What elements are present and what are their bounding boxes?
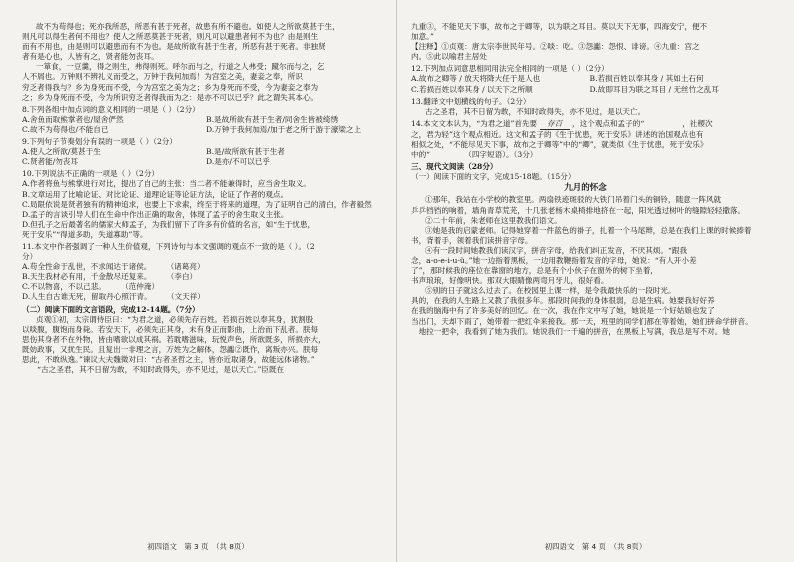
section-3 xyxy=(411,162,760,337)
option-a: A.作者将鱼与熊掌进行对比，提出了自己的主张：当二者不能兼得时，应当舍生取义。 xyxy=(22,179,311,189)
article-title: 九月的怀念 xyxy=(564,183,607,194)
article-paragraph: 念，a-o-e-i-u-ü。”她一边指着黑板，一边用教鞭指着发音的字母，她说：“有人开小差 xyxy=(411,255,697,265)
question-stem-line: 之，君为轻”这个观点相近。这文和孟子的《生于忧患，死于安乐》讲述的治国观点也有 xyxy=(411,129,704,139)
option-a: A.使人之所欲/莫甚于生 xyxy=(22,147,101,157)
option-c: C.若损百姓以奉其身 / 以天下之所顺 xyxy=(411,84,533,94)
question-stem-line: 中的“ （四字短语）。（3分） xyxy=(411,150,538,160)
passage-line: 故不为苟得也；死亦我所恶，所恶有甚于死者，故患有所不避也。如使人之所欲莫甚于生， xyxy=(36,22,340,31)
question-14 xyxy=(411,119,760,160)
passage-line: 而有不用也，由是则可以避患而有不为也。是故所欲有甚于生者，所恶有甚于死者。非独贤 xyxy=(22,42,326,52)
article-paragraph: 乒乒铛铛的响着，墙角青草荒芜，十几张老杨木桌椅排地挤在一起，阳光透过树叶的缝隙轻轻撒落。 xyxy=(411,205,746,215)
section-title: 三、现代文阅读（28分） xyxy=(411,162,498,172)
option-b: B.文章运用了比喻论证、对比论证、道理论证等论证方法，论证了作者的观点。 xyxy=(22,189,289,199)
exam-page-4 xyxy=(396,0,794,562)
passage-line: 以啖腹，腹饱而身毙。若安天下，必须先正其身，未有身正而影曲，上治而下乱者。朕每 xyxy=(22,324,319,334)
article-paragraph: 了”，那时候我的座位在靠窗的地方，总是有个小伙子在窗外的树下坐着， xyxy=(411,266,658,276)
classical-passage-part1 xyxy=(22,22,382,103)
article-paragraph: ①那年，我站在小学校的教室里。两扇铁迹斑驳的大铁门吊着门头的铜铃，随意一阵风就 xyxy=(425,195,722,205)
article-paragraph: ②二十年前，朱老师在这里教我们语文。 xyxy=(425,215,562,225)
notes-line: 内。⑤此以喻君主居处 xyxy=(411,52,487,62)
question-13 xyxy=(411,97,760,117)
article-paragraph: 当出门，天却下雨了，她带着一把红伞来接我。那一天，班里的同学们都在等着她，她们拼命学拼音。 xyxy=(411,316,753,326)
question-stem: 13.翻译文中划横线的句子。（2分） xyxy=(411,96,531,106)
question-11 xyxy=(22,242,382,303)
passage-line: “古之圣君，其不日留为敢，不知时政得失，亦不见过，是以天亡。”臣既在 xyxy=(22,365,285,375)
handwritten-answer: 存百 xyxy=(540,119,570,130)
notes-line: 【注释】①贞观：唐太宗李世民年号。②啖：吃。③怨讟：怨恨、诽谤。④九重：宫之 xyxy=(411,42,700,52)
article-paragraph: 书，背着手，领着我们读拼音字母。 xyxy=(411,235,533,245)
option-d: D.但孔子之后最著名的儒家大师孟子，为我们留下了许多有价值的名言，如“生于忧患， xyxy=(22,219,316,229)
option-d: D.万钟于我何加焉/加于老之所于游于濠梁之上 xyxy=(206,124,362,134)
article-paragraph: 在我的脑海中有了许多美好的回忆。在一次，我在作文中写了她，她说是一个好姑娘也发了 xyxy=(411,306,715,316)
exam-page-3 xyxy=(0,0,396,562)
passage-line: 一箪食，一豆羹，得之则生，弗得则死。呼尔而与之，行道之人弗受；蹴尔而与之，乞 xyxy=(36,62,325,72)
passage-line: 九重③，不能见天下事，故布之于卿等，以为联之耳目。莫以天下无事，四海安宁，便不 xyxy=(411,22,708,31)
option-a: A.故布之卿等 / 放天将降大任于是人也 xyxy=(411,74,541,84)
option-b: B.若损百姓以奉其身 / 其如土石何 xyxy=(589,74,704,84)
section-title: （二）阅读下面的文言语段，完成12-14题。（7分） xyxy=(22,304,200,314)
question-stem: 10.下列说法不正确的一项是（ ）（2分） xyxy=(22,169,160,179)
translation-sentence: 古之圣君，其不日留为敢，不知时政得失，亦不见过，是以天亡。 xyxy=(425,106,646,116)
option-c: C.局限依说是贤者独有的精神追求，也要上下求索，终至于将来的道理，为了证明自己的清白，作者毅然 xyxy=(22,199,372,209)
question-stem: 9.下列句子节奏划分有误的一项是（ ）（2分） xyxy=(22,137,177,147)
question-10 xyxy=(22,169,382,240)
option-c: C.贤者能/勿丧耳 xyxy=(22,157,79,167)
article-paragraph: ⑤别的日子就这么过去了。在校园里上课一样，是令我最快乐的一段时光。 xyxy=(425,286,676,296)
question-stem: 11.本文中作者强调了一种人生价值观，下列诗句与本文强调的观点不一致的是（ ）。（2 xyxy=(22,241,315,251)
question-stem-b: ，这个观点和孟子的“ ，社稷次 xyxy=(572,118,713,128)
question-stem: 12.下列加点词意思相同用法完全相同的一项是（ ）（2分） xyxy=(411,64,609,74)
article-paragraph: 具的，在我的人生路上又教了我很多年。那段时间我的身体很弱，总是生病。她要我好好养 xyxy=(411,296,715,306)
question-9 xyxy=(22,137,382,167)
option-c-cont: D.孟子的言谈引导人们在生命中作出正确的取舍，体现了孟子的舍生取义主张。 xyxy=(22,209,289,219)
passage-line: 人不屑也。万钟则不辨礼义而受之，万钟于我何加焉！为宫室之美，妻妾之奉，所识 xyxy=(22,72,303,82)
passage-line: 则凡可以得生者何不用也？使人之所恶莫甚于死者，则凡可以避患者何不为也？由是则生 xyxy=(22,32,319,42)
question-12 xyxy=(411,64,760,94)
section-2 xyxy=(22,305,382,376)
option-d: D.故即耳目为联之耳目 / 无丝竹之乱耳 xyxy=(589,84,720,94)
passage-line: 之；乡为身死而不受，今为所识穷乏者得我而为之：是亦不可以已乎？此之谓失其本心。 xyxy=(22,92,319,102)
passage-line: 思伤其身者不在外物，皆由嗜欲以成其祸。若耽嗜滋味，玩悦声色，所欲既多，所损亦大， xyxy=(22,334,326,344)
option-b: B.是故所欲有甚于生者/同舍生皆被绮绣 xyxy=(206,114,339,124)
option-d: D.是亦/不可以已乎 xyxy=(206,157,270,167)
option-a: A.舍鱼而取熊掌者也/屋舍俨然 xyxy=(22,114,124,124)
article-paragraph: 地拉一把伞，我看到了她为我们。她说我们一千遍的拼音，在黑板上写满，我总是写不对。她 xyxy=(411,326,730,336)
question-stem xyxy=(411,119,760,130)
passage-line: 穷乏者得我与？乡为身死而不受，今为宫室之美为之；乡为身死而不受，今为妻妾之奉为 xyxy=(22,82,319,92)
passage-line: 思此，不敢纵逸。”谏议大夫魏徵对曰：“古者圣哲之主，皆亦近取诸身，故能远体诸物。” xyxy=(22,355,315,364)
option-b: B.是/故所欲有甚于生者 xyxy=(206,147,285,157)
article-paragraph: ③她是我的启蒙老师。记得她穿着一件蓝色的褂子，扎着一个马尾辫，总是在我们上课的时候捧着 xyxy=(425,225,752,235)
section-subtitle: （一）阅读下面的文字，完成15-18题。（15分） xyxy=(411,172,576,182)
passage-line: 加意。” xyxy=(411,32,434,42)
question-stem-line: 相似之处，“不能尽见天下事，故布之于卿等”中的“卿”，就类似《生于忧患，死于安乐》 xyxy=(411,140,708,150)
option-b: B.天生我材必有用，千金散尽还复来。 （李白） xyxy=(22,272,198,282)
question-stem-a: 14.本文文本认为，“为君之道”首先要 xyxy=(411,118,538,128)
page-footer: 初四语文 第 3 页 （共 8页） xyxy=(147,542,249,551)
article-paragraph: ④有一段时间她教我们读汉字，拼音字母，给我们纠正发音，不厌其烦。“跟我 xyxy=(425,245,688,255)
passage-line: 贞观①初，太宗谓侍臣曰：“为君之道，必须先存百姓。若损百姓以奉其身，犹割股 xyxy=(36,314,314,324)
page-footer: 初四语文 第 4 页 （共 8页） xyxy=(544,542,647,551)
option-c: C.故不为苟得也/不能自已 xyxy=(22,124,109,134)
passage-line: 者有是心也，人皆有之，贤者能勿丧耳。 xyxy=(22,52,159,62)
option-d-cont: 死于安乐”“得道多助，失道寡助”等。 xyxy=(22,229,148,239)
question-8 xyxy=(22,105,382,135)
option-d: D.人生自古谁无死，留取丹心照汗青。 （文天祥） xyxy=(22,292,205,302)
article-paragraph: 书声琅琅，好像明快。那双大眼睛像两弯月牙儿，很好看。 xyxy=(411,276,609,286)
option-c: C.不以物喜，不以己悲。 （范仲淹） xyxy=(22,282,160,292)
question-stem: 8.下列各组中加点词的意义相同的一项是（ ）（2分） xyxy=(22,104,200,114)
question-stem-cont: 分） xyxy=(22,252,38,262)
option-a: A.苟全性命于乱世，不求闻达于诸侯。 （诸葛亮） xyxy=(22,262,205,272)
passage-line: 既妨政事，又扰生民。且复出一非理之言，万姓为之解体，怨讟②既作，离叛亦兴。朕每 xyxy=(22,344,319,354)
